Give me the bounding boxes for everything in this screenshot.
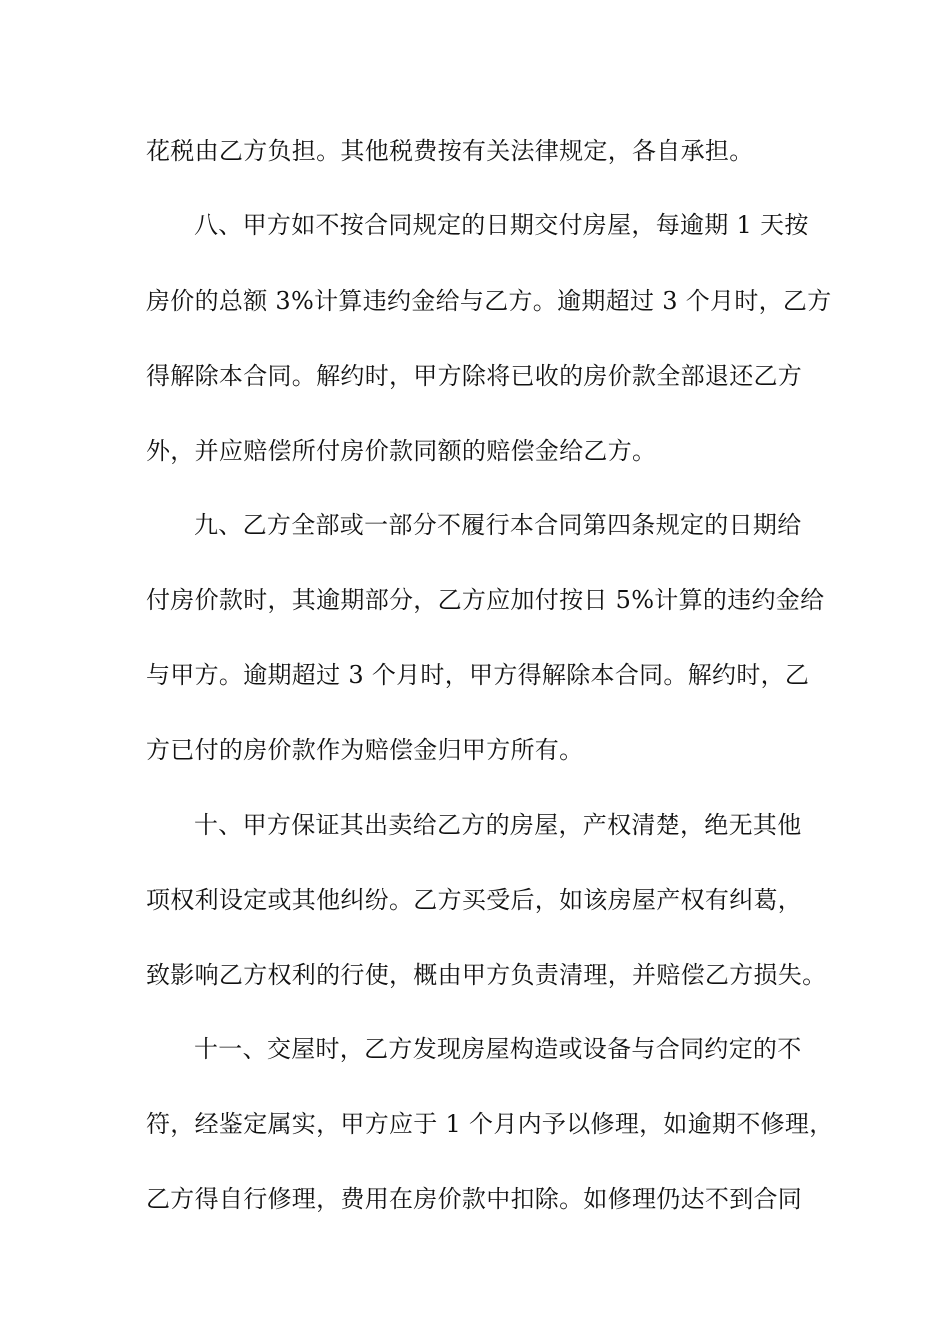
text-line: 房价的总额 3%计算违约金给与乙方。逾期超过 3 个月时，乙方 (146, 287, 832, 315)
text-line: 符，经鉴定属实，甲方应于 1 个月内予以修理，如逾期不修理， (146, 1110, 834, 1138)
text-line: 十一、交屋时，乙方发现房屋构造或设备与合同约定的不 (194, 1035, 802, 1063)
text-line: 十、甲方保证其出卖给乙方的房屋，产权清楚，绝无其他 (194, 811, 802, 839)
text-line: 与甲方。逾期超过 3 个月时，甲方得解除本合同。解约时，乙 (146, 661, 810, 689)
text-line: 得解除本合同。解约时，甲方除将已收的房价款全部退还乙方 (146, 362, 803, 390)
text-line: 付房价款时，其逾期部分，乙方应加付按日 5%计算的违约金给 (146, 586, 825, 614)
text-line: 花税由乙方负担。其他税费按有关法律规定，各自承担。 (146, 137, 754, 165)
text-line: 外，并应赔偿所付房价款同额的赔偿金给乙方。 (146, 437, 657, 465)
text-line: 八、甲方如不按合同规定的日期交付房屋，每逾期 1 天按 (194, 211, 809, 239)
text-line: 方已付的房价款作为赔偿金归甲方所有。 (146, 736, 584, 764)
text-line: 项权利设定或其他纠纷。乙方买受后，如该房屋产权有纠葛， (146, 886, 803, 914)
text-line: 九、乙方全部或一部分不履行本合同第四条规定的日期给 (194, 511, 802, 539)
text-line: 致影响乙方权利的行使，概由甲方负责清理，并赔偿乙方损失。 (146, 961, 827, 989)
text-line: 乙方得自行修理，费用在房价款中扣除。如修理仍达不到合同 (146, 1185, 803, 1213)
